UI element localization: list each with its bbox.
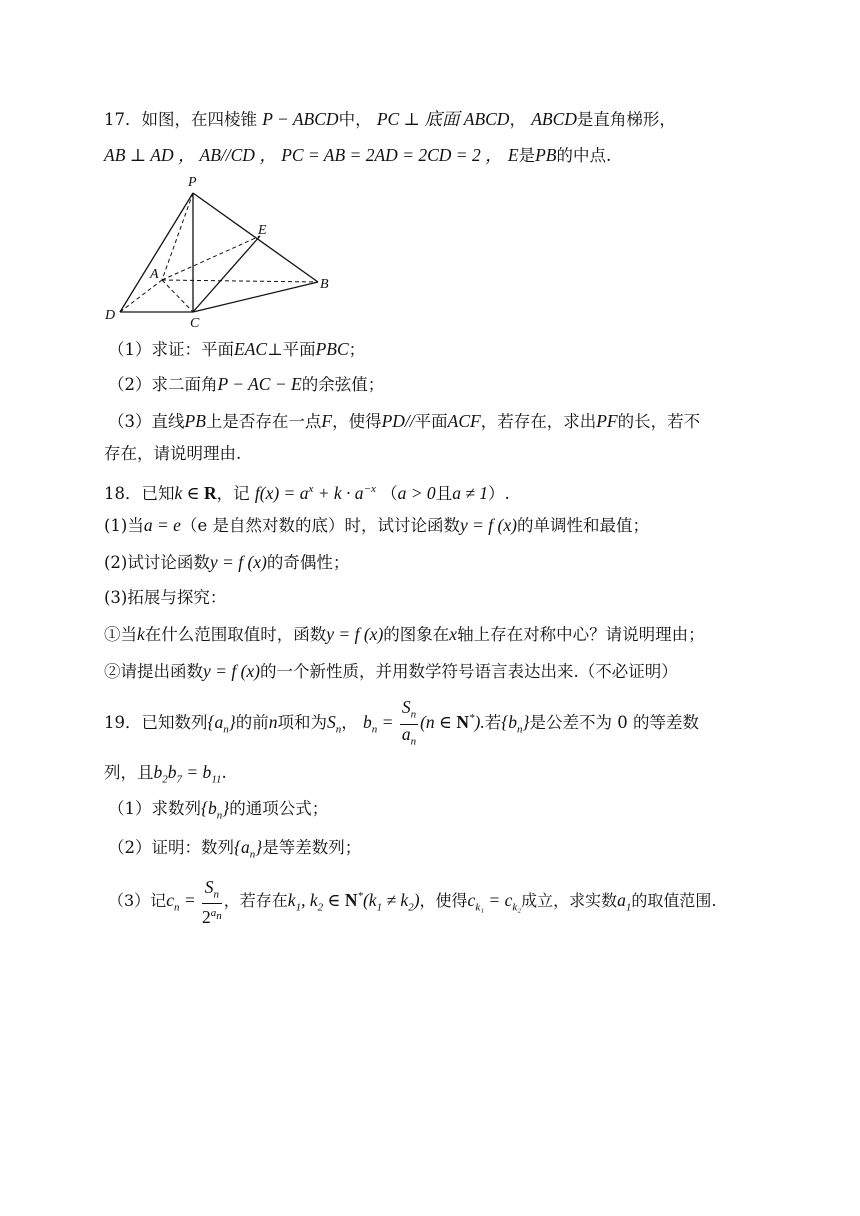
p18-q1 bbox=[104, 514, 649, 537]
p19-line1 bbox=[104, 698, 699, 750]
p18-q3: (3)拓展与探究： bbox=[104, 588, 227, 607]
p17-q3-mid3: 平面 bbox=[414, 412, 448, 431]
p17-q1-mid: ⊥平面 bbox=[267, 340, 316, 359]
p18-q3-1x: x bbox=[449, 624, 458, 644]
p19-b2-sub: 2 bbox=[162, 773, 168, 786]
p19-line2 bbox=[104, 761, 227, 791]
p17-number: 17． bbox=[104, 110, 142, 129]
p19-a1-sub: 1 bbox=[625, 901, 632, 914]
p18-q3-2fn: y = f (x) bbox=[203, 661, 260, 681]
p18-number: 18． bbox=[104, 483, 142, 503]
pyramid-figure bbox=[100, 172, 340, 332]
p19-line2-tail: . bbox=[221, 763, 227, 782]
p19-q3-neq: ≠ k bbox=[382, 889, 409, 910]
p18-q2-b: 的奇偶性； bbox=[266, 553, 350, 572]
p17-q2-prefix: （2）求二面角 bbox=[108, 375, 218, 394]
vertex-label-A: A bbox=[150, 267, 159, 282]
p19-cn-den bbox=[202, 904, 222, 926]
p19-k2: 2 bbox=[317, 901, 324, 914]
p17-q3-mid4: ，若存在，求出 bbox=[480, 412, 597, 431]
p18-q3-2 bbox=[104, 660, 678, 683]
p19-domain: (n ∈ bbox=[420, 712, 457, 733]
p19-q3d: 成立，求实数 bbox=[521, 890, 618, 910]
p18-R: R bbox=[203, 482, 217, 503]
p19-cn-exp-a: a bbox=[210, 907, 217, 920]
p17-conditions: AB ⊥ AD ， AB//CD ， PC = AB = 2AD = 2CD = 2 ， bbox=[104, 145, 503, 165]
p19-cn-def bbox=[166, 876, 224, 927]
p17-q3-mid1: 上是否存在一点 bbox=[205, 412, 322, 431]
p19-q1b: 的通项公式； bbox=[229, 799, 329, 818]
p19-frac-a: a bbox=[401, 723, 411, 744]
p19-a1-base: a bbox=[617, 889, 626, 910]
p19-intro: 已知数列 bbox=[141, 713, 208, 733]
p19-q2b: 是等差数列； bbox=[262, 838, 362, 857]
p19-b2: b bbox=[153, 762, 163, 782]
p19-k1: 1 bbox=[295, 901, 302, 914]
p19-q3-cond-close: ) bbox=[413, 889, 420, 910]
p19-k-set bbox=[287, 889, 420, 914]
p19-frac-S-sub: n bbox=[410, 708, 417, 721]
p18-q3-1b: 在什么范围取值时，函数 bbox=[144, 625, 327, 644]
p19-q3-cond2: 2 bbox=[408, 901, 414, 914]
p19-n: n bbox=[268, 712, 278, 733]
p18-fx-plus: + k · a bbox=[313, 482, 364, 503]
p19-cn-exp-sub: n bbox=[216, 910, 222, 923]
p19-N: N bbox=[456, 712, 469, 733]
p19-Sn bbox=[327, 712, 342, 736]
p17-line2 bbox=[104, 144, 611, 167]
p19-mid4: 若 bbox=[484, 713, 502, 733]
vertex-label-E: E bbox=[258, 223, 267, 238]
p17-perp-expr: PC ⊥ 底面 ABCD bbox=[376, 109, 510, 129]
p19-ck1: c bbox=[467, 889, 476, 910]
p17-q3-ACF: ACF bbox=[447, 411, 481, 431]
p19-cn: c bbox=[166, 889, 174, 910]
p19-q3-N: N bbox=[344, 889, 358, 910]
p18-line1 bbox=[104, 478, 510, 505]
p19-cn-S: S bbox=[204, 876, 214, 897]
p19-bn-def bbox=[363, 697, 485, 747]
p19-an-set bbox=[207, 712, 236, 736]
p19-Sn-sub: n bbox=[335, 723, 342, 736]
p17-PB: PB bbox=[535, 145, 557, 165]
p17-q1 bbox=[108, 338, 365, 361]
p19-q3-cond: (k bbox=[362, 889, 377, 910]
p19-q3b: ，若存在 bbox=[223, 890, 288, 910]
p19-q1-set-close: } bbox=[222, 798, 230, 818]
p19-b11-sub: 11 bbox=[211, 773, 222, 786]
p19-eq: = bbox=[377, 712, 398, 733]
p19-q3 bbox=[108, 876, 716, 927]
p18-cond-open: （ bbox=[381, 483, 398, 503]
p19-q2-set-base: {a bbox=[234, 837, 250, 857]
p19-cn-sub: n bbox=[173, 901, 180, 914]
p17-q3-line2: 存在，请说明理由. bbox=[104, 444, 242, 463]
p19-bn-set-close: } bbox=[522, 712, 530, 733]
p19-bn-set-sub: n bbox=[516, 723, 523, 736]
p18-mid: ，记 bbox=[216, 483, 250, 503]
p19-line2a: 列，且 bbox=[104, 763, 154, 782]
p18-q3-1fn: y = f (x) bbox=[326, 624, 384, 644]
p17-mid2: ， bbox=[509, 110, 526, 129]
p19-q2-set bbox=[234, 837, 263, 861]
p17-q3-PB: PB bbox=[184, 411, 206, 431]
p17-pyramid-expr: P − ABCD bbox=[262, 109, 339, 129]
p17-q3-PD: PD// bbox=[381, 411, 415, 431]
p19-ck2: = c bbox=[484, 889, 513, 910]
p19-k-comma: , k bbox=[301, 889, 318, 910]
p18-q3-2a: ②请提出函数 bbox=[104, 662, 203, 681]
p17-q3-mid2: ，使得 bbox=[332, 412, 382, 431]
p18-q2 bbox=[104, 551, 349, 574]
p19-frac-S: S bbox=[401, 697, 411, 717]
p19-an: {a bbox=[207, 712, 224, 733]
p17-E: E bbox=[507, 145, 519, 165]
p18-cond-close: ）. bbox=[488, 483, 510, 503]
p18-q1-b: （e 是自然对数的底）时，试讨论函数 bbox=[180, 516, 460, 535]
p17-q2-tail: 的余弦值； bbox=[301, 375, 385, 394]
p19-q3-star: * bbox=[357, 890, 363, 902]
p19-mid1: 的前 bbox=[235, 713, 269, 733]
p19-q3c: ，使得 bbox=[419, 890, 468, 910]
p19-q2a: （2）证明：数列 bbox=[108, 838, 234, 857]
p19-q3e: 的取值范围. bbox=[631, 890, 717, 910]
p17-line1 bbox=[104, 108, 676, 131]
p19-Sn-base: S bbox=[327, 712, 336, 733]
p18-intro: 已知 bbox=[141, 483, 175, 503]
vertex-label-P: P bbox=[188, 175, 197, 190]
p17-q3-PF: PF bbox=[596, 411, 618, 431]
p18-cond-and: 且 bbox=[435, 483, 453, 503]
p19-cn-2: 2 bbox=[202, 906, 211, 927]
p17-line2-tail: 的中点. bbox=[556, 146, 612, 165]
p19-mid2: 项和为 bbox=[277, 713, 327, 733]
p19-star: * bbox=[469, 712, 475, 725]
p19-q1 bbox=[108, 797, 328, 827]
p19-a1 bbox=[617, 889, 632, 914]
p19-q1-set-base: {b bbox=[201, 798, 217, 818]
p19-ck1-sub: k₁ bbox=[475, 901, 485, 914]
p19-cn-num bbox=[202, 878, 222, 905]
p17-q1-EAC: EAC bbox=[234, 339, 268, 359]
p17-trap-expr: ABCD bbox=[531, 109, 577, 129]
p17-q1-PBC: PBC bbox=[315, 339, 349, 359]
p18-q2-fn: y = f (x) bbox=[209, 552, 267, 572]
p17-q1-tail: ； bbox=[348, 340, 366, 359]
p19-bn-set-base: {b bbox=[501, 712, 517, 733]
p17-q3-prefix: （3）直线 bbox=[108, 412, 185, 431]
p19-cn-S-sub: n bbox=[213, 888, 220, 901]
p19-number: 19． bbox=[104, 713, 142, 733]
p18-cond-b: a ≠ 1 bbox=[452, 482, 489, 503]
p19-an-close: } bbox=[228, 712, 236, 733]
p18-q1-fn: y = f (x) bbox=[459, 515, 517, 535]
p19-tail1: 是公差不为 0 的等差数 bbox=[529, 713, 699, 733]
vertex-label-C: C bbox=[190, 316, 200, 331]
p18-fx-base: f(x) = a bbox=[254, 482, 309, 503]
p19-k-in: ∈ bbox=[323, 889, 345, 910]
p17-q2-expr: P − AC − E bbox=[217, 374, 302, 394]
p17-q3-F: F bbox=[321, 411, 333, 431]
p17-q3 bbox=[108, 410, 700, 433]
p19-q3a: （3）记 bbox=[108, 890, 167, 910]
p18-q3-1d: 轴上存在对称中心？请说明理由； bbox=[457, 625, 705, 644]
p19-cn-fraction bbox=[202, 878, 222, 926]
p18-q3-1k: k bbox=[137, 624, 145, 644]
p18-fx-def bbox=[255, 483, 376, 503]
p18-q1-a: (1)当 bbox=[104, 516, 144, 535]
vertex-label-B: B bbox=[320, 277, 329, 292]
p19-bn-sub: n bbox=[371, 723, 378, 736]
p19-k: k bbox=[287, 889, 296, 910]
p17-tail1: 是直角梯形， bbox=[576, 110, 676, 129]
p18-cond-a: a > 0 bbox=[397, 482, 436, 503]
p18-q1-expr: a = e bbox=[143, 515, 181, 535]
p17-intro: 如图，在四棱锥 bbox=[141, 110, 257, 129]
p18-k-in: k ∈ bbox=[174, 482, 204, 503]
p19-q1a: （1）求数列 bbox=[108, 799, 201, 818]
p18-fx-exp1: x bbox=[308, 483, 314, 495]
p19-an-sub: n bbox=[223, 723, 229, 736]
p19-bn: b bbox=[363, 712, 372, 733]
p18-q3-1c: 的图象在 bbox=[383, 625, 450, 644]
p19-b2b7 bbox=[153, 762, 222, 786]
p18-q1-c: 的单调性和最值； bbox=[516, 516, 649, 535]
p19-b7-sub: 7 bbox=[176, 773, 182, 786]
p19-ck2-sub: k₂ bbox=[512, 901, 522, 914]
p17-mid1: 中， bbox=[338, 110, 372, 129]
p19-q2-set-close: } bbox=[255, 837, 263, 857]
p18-q3-2b: 的一个新性质，并用数学符号语言表达出来.（不必证明） bbox=[260, 662, 678, 681]
p19-cn-exp bbox=[210, 907, 222, 923]
p19-domain-close: ). bbox=[474, 712, 485, 733]
p19-q2 bbox=[108, 836, 361, 866]
p19-frac-a-sub: n bbox=[410, 735, 417, 747]
p19-mid3: ， bbox=[341, 713, 358, 733]
p19-bn-set bbox=[501, 712, 530, 736]
p18-q2-a: (2)试讨论函数 bbox=[104, 553, 210, 572]
p19-cn-eq: = bbox=[179, 889, 201, 910]
p17-q1-prefix: （1）求证：平面 bbox=[108, 340, 234, 359]
p19-frac-num bbox=[400, 698, 418, 725]
p19-q2-set-sub: n bbox=[249, 848, 256, 861]
p19-frac-den bbox=[400, 725, 418, 751]
p18-q3-1a: ①当 bbox=[104, 625, 137, 644]
p17-q3-tail: 的长，若不 bbox=[617, 412, 701, 431]
p19-q1-set-sub: n bbox=[216, 809, 223, 822]
p19-q3-cond1: 1 bbox=[376, 901, 383, 914]
p19-b11: = b bbox=[182, 762, 212, 782]
p18-fx-exp2: −x bbox=[363, 483, 376, 495]
p17-q2 bbox=[108, 373, 384, 396]
p18-q3-1 bbox=[104, 623, 705, 646]
p19-fraction bbox=[400, 698, 418, 750]
p17-line2-mid: 是 bbox=[518, 146, 536, 165]
p19-ck-eq bbox=[467, 889, 522, 914]
vertex-label-D: D bbox=[105, 308, 116, 323]
p19-q1-set bbox=[201, 798, 230, 822]
p19-b7: b bbox=[167, 762, 177, 782]
